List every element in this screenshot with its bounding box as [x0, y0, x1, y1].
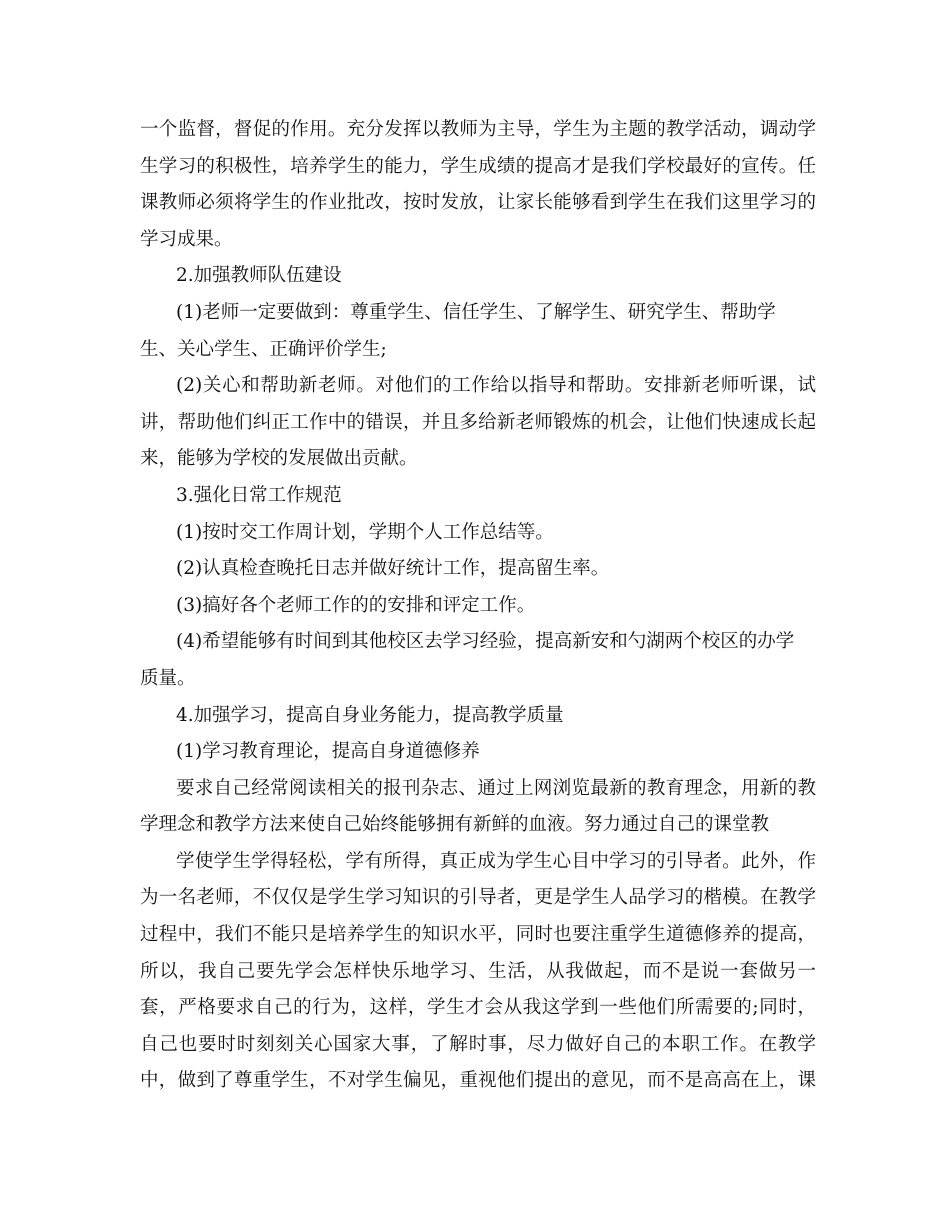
text-line: (4)希望能够有时间到其他校区去学习经验，提高新安和勺湖两个校区的办学 — [176, 631, 795, 653]
text-line: 所以，我自己要先学会怎样快乐地学习、生活，从我做起，而不是说一套做另一 — [140, 960, 816, 982]
text-line: 为一名老师，不仅仅是学生学习知识的引导者，更是学生人品学习的楷模。在教学 — [140, 887, 816, 909]
text-line: 学习成果。 — [140, 228, 233, 250]
text-line: 讲，帮助他们纠正工作中的错误，并且多给新老师锻炼的机会，让他们快速成长起 — [140, 411, 816, 433]
text-line: 课教师必须将学生的作业批改，按时发放，让家长能够看到学生在我们这里学习的 — [140, 192, 816, 214]
text-line: 要求自己经常阅读相关的报刊杂志、通过上网浏览最新的教育理念，用新的教 — [176, 777, 816, 799]
text-line: (3)搞好各个老师工作的的安排和评定工作。 — [176, 594, 536, 616]
text-line: 学理念和教学方法来使自己始终能够拥有新鲜的血液。努力通过自己的课堂教 — [140, 814, 770, 836]
text-line: 质量。 — [140, 667, 196, 689]
text-line: 自己也要时时刻刻关心国家大事，了解时事，尽力做好自己的本职工作。在教学 — [140, 1033, 816, 1055]
text-line: (1)学习教育理论，提高自身道德修养 — [176, 741, 480, 763]
text-line: 生、关心学生、正确评价学生; — [140, 338, 387, 360]
text-line: (2)认真检查晚托日志并做好统计工作，提高留生率。 — [176, 558, 610, 580]
text-line: 套，严格要求自己的行为，这样，学生才会从我这学到一些他们所需要的;同时， — [140, 997, 816, 1019]
text-line: (2)关心和帮助新老师。对他们的工作给以指导和帮助。安排新老师听课，试 — [176, 375, 816, 397]
text-line: 学使学生学得轻松，学有所得，真正成为学生心目中学习的引导者。此外，作 — [176, 850, 816, 872]
text-line: 3.强化日常工作规范 — [176, 484, 342, 506]
text-line: (1)老师一定要做到：尊重学生、信任学生、了解学生、研究学生、帮助学 — [176, 301, 776, 323]
text-line: (1)按时交工作周计划，学期个人工作总结等。 — [176, 521, 554, 543]
text-line: 4.加强学习，提高自身业务能力，提高教学质量 — [176, 704, 564, 726]
text-line: 2.加强教师队伍建设 — [176, 265, 342, 287]
text-line: 过程中，我们不能只是培养学生的知识水平，同时也要注重学生道德修养的提高， — [140, 924, 816, 946]
text-line: 中，做到了尊重学生，不对学生偏见，重视他们提出的意见，而不是高高在上，课 — [140, 1070, 816, 1092]
document-body — [140, 112, 816, 1100]
text-line: 来，能够为学校的发展做出贡献。 — [140, 448, 418, 470]
text-line: 生学习的积极性，培养学生的能力，学生成绩的提高才是我们学校最好的宣传。任 — [140, 155, 816, 177]
text-line: 一个监督，督促的作用。充分发挥以教师为主导，学生为主题的教学活动，调动学 — [140, 119, 816, 140]
